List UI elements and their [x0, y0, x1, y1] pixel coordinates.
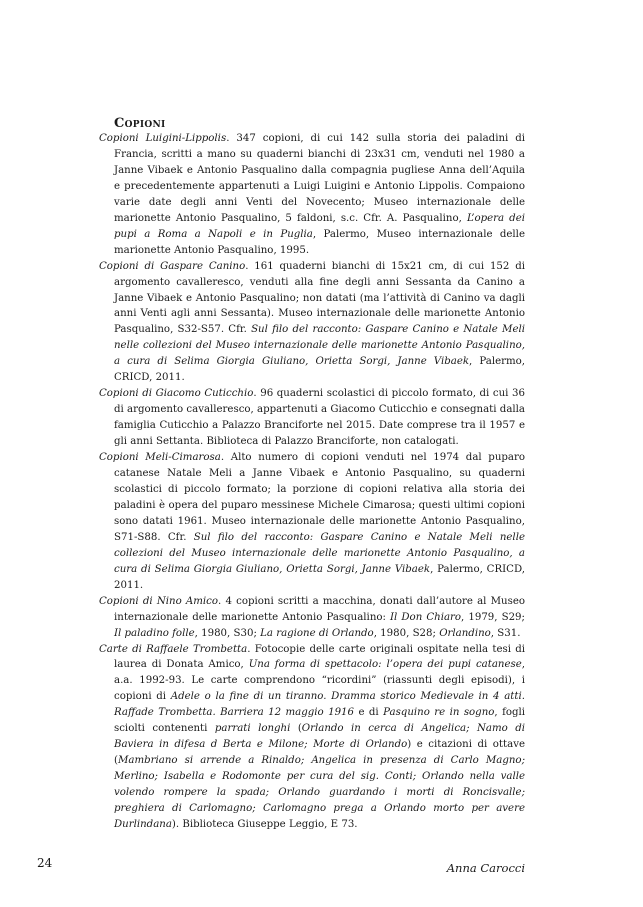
text-run: . 4 copioni scritti a macchina, donati dall’autore al Museo internazionale delle marionette Antonio Pasqualino:	[114, 595, 526, 623]
italic-run: Copioni Luigini-Lippolis	[99, 133, 227, 144]
italic-run: Una forma di spettacolo: l’opera dei pupi catanese	[248, 659, 522, 671]
italic-run: Pasquino re in sogno	[383, 707, 495, 719]
italic-run: parrati longhi	[214, 723, 291, 735]
italic-run: Il paladino folle	[114, 627, 195, 639]
text-run: ) e citazioni di ottave (	[114, 739, 525, 767]
italic-run: Copioni di Gaspare Canino	[99, 260, 246, 272]
italic-run: Orlandino	[439, 627, 491, 639]
italic-run: Copioni Meli-Cimarosa	[99, 452, 221, 464]
italic-run: Carte di Raffaele Trombetta	[99, 643, 248, 655]
text-run: , Palermo, CRICD, 2011.	[114, 356, 526, 384]
bibliography-entry	[99, 386, 525, 450]
page-number: 24	[37, 856, 53, 870]
italic-run: Sul filo del racconto: Gaspare Canino e Natale Meli nelle collezioni del Museo internazionale delle marionette Antonio Pasqualino, a cura di Selima Giorgia Giuliano, Orietta Sorgi, Janne Vibaek	[114, 324, 525, 368]
text-run: ). Biblioteca Giuseppe Leggio, E 73.	[171, 818, 358, 830]
italic-run: L’opera dei pupi a Roma a Napoli e in Puglia	[114, 212, 525, 240]
running-footer-author: Anna Carocci	[446, 861, 525, 875]
text-run: . Alto numero di copioni venduti nel 1974 dal puparo catanese Natale Meli a Janne Vibaek e Antonio Pasqualino, su quaderni scolastici di piccolo formato; la porzione di copioni relativa alla storia dei paladini è opera del puparo messinese Michele Cimarosa; questi ultimi copioni sono datati 1961. Museo internazionale delle marionette Antonio Pasqualino, S71-S88. Cfr.	[114, 452, 525, 543]
text-run: .	[521, 691, 526, 703]
bibliography-entry	[99, 259, 525, 387]
italic-run: Raffade Trombetta. Barriera 12 maggio 1916	[114, 707, 355, 719]
section-heading: Copioni	[114, 116, 166, 131]
text-run: , Palermo, Museo internazionale delle marionette Antonio Pasqualino, 1995.	[114, 228, 525, 256]
italic-run: Adele o la fine di un tiranno. Dramma storico Medievale in 4 atti	[170, 691, 522, 703]
text-run: . 347 copioni, di cui 142 sulla storia dei paladini di Francia, scritti a mano su quaderni bianchi di 23x31 cm, venduti nel 1980 a Janne Vibaek e Antonio Pasqualino dalla compagnia pugliese Anna dell’Aquila e precedentemente appartenuti a Luigi Luigini e Antonio Lippolis. Compaiono varie date degli anni Venti del Novecento; Museo internazionale delle marionette Antonio Pasqualino, 5 faldoni, s.c. Cfr. A. Pasqualino,	[114, 133, 526, 224]
text-run: , Palermo, CRICD, 2011.	[114, 563, 525, 591]
text-run: . 161 quaderni bianchi di 15x21 cm, di cui 152 di argomento cavalleresco, venduti alla fine degli anni Sessanta da Canino a Janne Vibaek e Antonio Pasqualino; non datati (ma l’attività di Canino va dagli anni Venti agli anni Sessanta). Museo internazionale delle marionette Antonio Pasqualino, S32-S57. Cfr.	[114, 260, 525, 336]
text-run: , 1980, S28;	[373, 627, 440, 639]
bibliography-entry	[99, 594, 525, 642]
text-run: . Fotocopie delle carte originali ospitate nella tesi di laurea di Donata Amico,	[114, 643, 525, 671]
italic-run: Il Don Chiaro	[390, 611, 462, 623]
italic-run: La ragione di Orlando	[260, 627, 374, 639]
text-run: e di	[354, 707, 384, 719]
italic-run: Sul filo del racconto: Gaspare Canino e Natale Meli nelle collezioni del Museo internazionale delle marionette Antonio Pasqualino, a cura di Selima Giorgia Giuliano, Orietta Sorgi, Janne Vibaek	[114, 531, 525, 575]
text-run: , S31.	[490, 627, 521, 639]
italic-run: Copioni di Giacomo Cuticchio	[99, 388, 254, 400]
italic-run: Orlando in cerca di Angelica; Namo di Baviera in difesa d Berta e Milone; Morte di Orlando	[114, 723, 525, 751]
bibliography-list	[99, 131, 525, 833]
text-run: , 1980, S30;	[194, 627, 261, 639]
text-run: (	[290, 723, 302, 735]
bibliography-entry	[99, 642, 525, 833]
text-run: , 1979, S29;	[461, 611, 525, 623]
bibliography-entry	[99, 450, 525, 594]
text-run: , fogli sciolti contenenti	[114, 707, 526, 735]
italic-run: Copioni di Nino Amico	[99, 595, 219, 607]
bibliography-entry	[99, 131, 525, 259]
italic-run: Mambriano si arrende a Rinaldo; Angelica in presenza di Carlo Magno; Merlino; Isabella e Rodomonte per cura del sig. Conti; Orlando nella valle volendo rompere la spada; Orlando guardando i morti di Roncisvalle; preghiera di Carlomagno; Carlomagno prega a Orlando morto per avere Durlindana	[114, 755, 525, 830]
text-run: , a.a. 1992-93. Le carte comprendono “ricordini” (riassunti degli episodi), i copioni di	[114, 659, 525, 703]
text-run: . 96 quaderni scolastici di piccolo formato, di cui 36 di argomento cavalleresco, appartenuti a Giacomo Cuticchio e consegnati dalla famiglia Cuticchio a Palazzo Branciforte nel 2015. Date comprese tra il 1957 e gli anni Settanta. Biblioteca di Palazzo Branciforte, non catalogati.	[114, 388, 525, 448]
